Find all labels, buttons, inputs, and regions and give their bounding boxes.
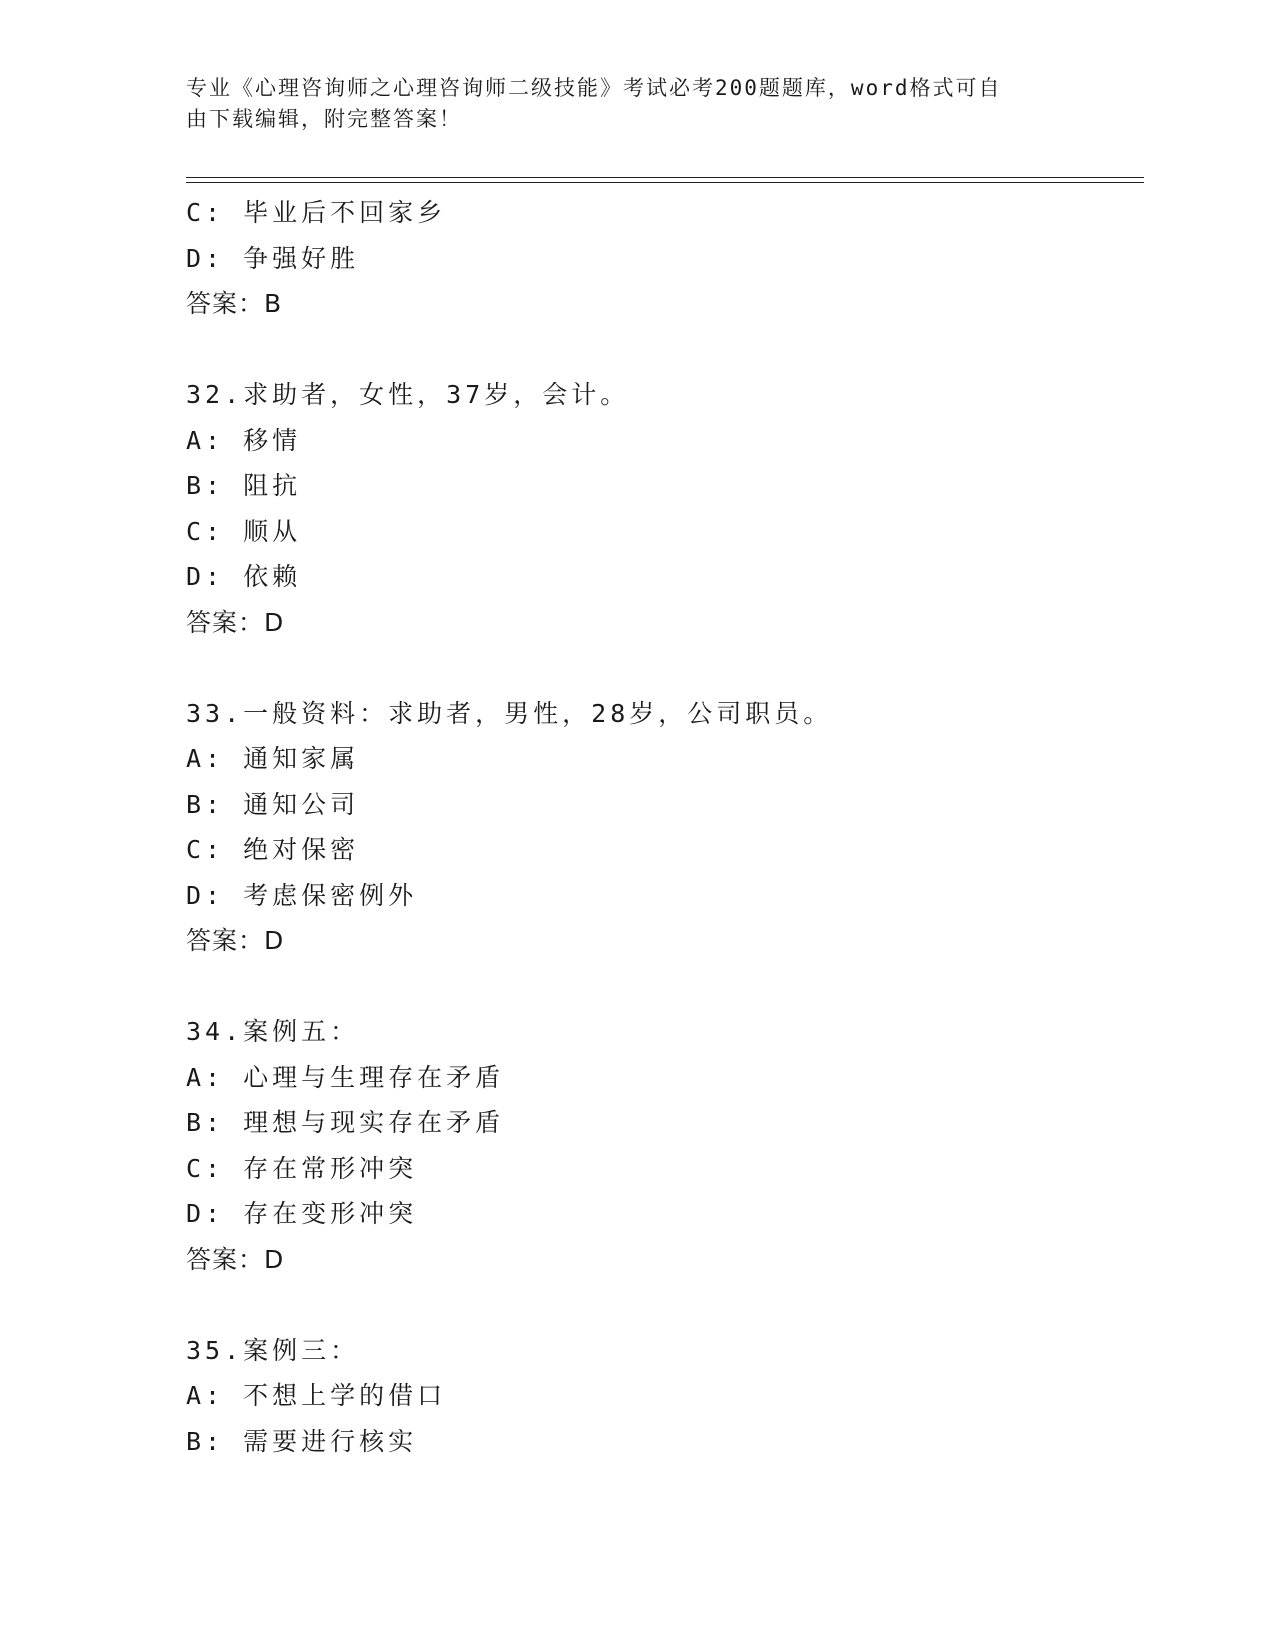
spacer [186,964,1144,1010]
header-divider-top [186,177,1144,178]
spacer [186,645,1144,691]
spacer [186,327,1144,373]
answer-line: 答案：B [186,289,283,318]
question-34: 34.案例五： [186,1017,360,1046]
answer-line: 答案：D [186,1244,285,1274]
header-line-1: 专业《心理咨询师之心理咨询师二级技能》考试必考200题题库，word格式可自 [186,76,1002,100]
option-d: D: 考虑保密例外 [186,880,418,910]
option-b: B: 需要进行核实 [186,1426,418,1456]
option-a: A: 移情 [186,425,302,455]
question-list [186,190,1144,1464]
option-a: A: 心理与生理存在矛盾 [186,1062,505,1092]
header-divider-bottom [186,182,1144,183]
option-c: C: 毕业后不回家乡 [186,198,447,227]
option-a: A: 通知家属 [186,744,360,773]
option-d: D: 存在变形冲突 [186,1199,418,1228]
option-a: A: 不想上学的借口 [186,1381,447,1410]
question-35: 35.案例三： [186,1335,360,1365]
option-c: C: 绝对保密 [186,835,360,864]
answer-line: 答案：D [186,607,285,637]
question-33: 33.一般资料：求助者，男性，28岁，公司职员。 [186,698,833,728]
question-32: 32.求助者，女性，37岁，会计。 [186,380,630,409]
option-c: C: 存在常形冲突 [186,1153,418,1183]
header-line-2: 由下载编辑，附完整答案！ [186,107,462,131]
option-d: D: 依赖 [186,562,302,591]
option-c: C: 顺从 [186,516,302,546]
spacer [186,1282,1144,1328]
answer-line: 答案：D [186,926,285,955]
option-b: B: 通知公司 [186,789,360,819]
option-b: B: 阻抗 [186,471,302,500]
document-header [186,73,1066,135]
option-b: B: 理想与现实存在矛盾 [186,1108,505,1137]
option-d: D: 争强好胜 [186,243,360,273]
